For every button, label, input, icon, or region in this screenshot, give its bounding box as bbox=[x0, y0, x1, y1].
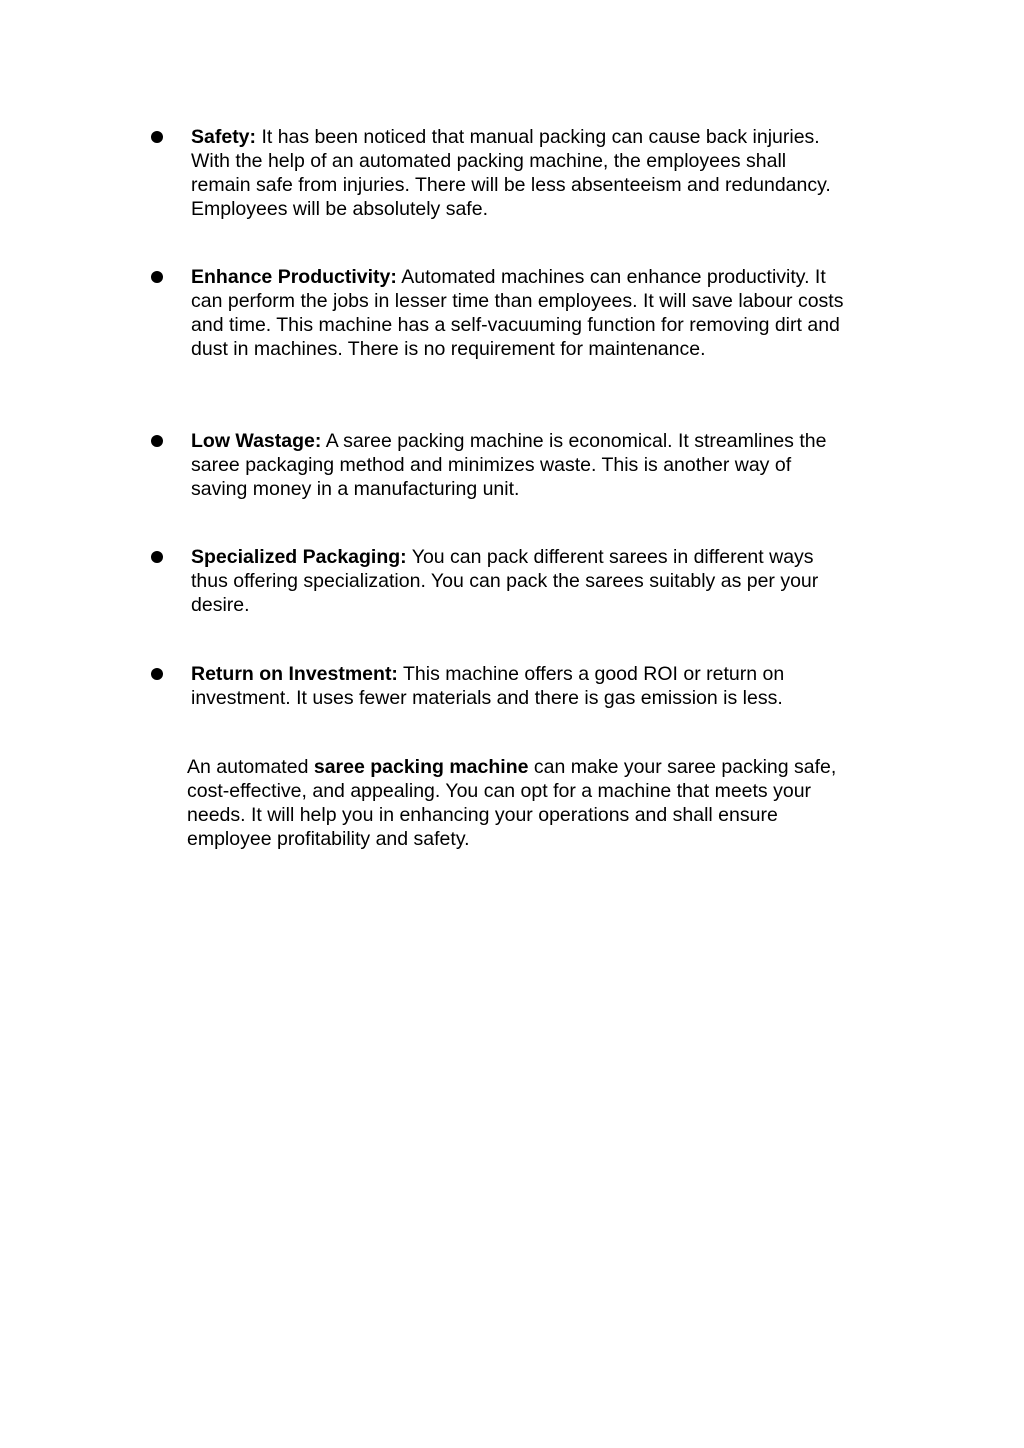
bullet-text bbox=[191, 429, 851, 501]
bullet-title: Specialized Packaging: bbox=[191, 546, 407, 568]
summary-paragraph bbox=[187, 755, 847, 851]
bullet-title: Return on Investment: bbox=[191, 663, 398, 685]
bullet-dot-icon bbox=[151, 131, 163, 143]
bullet-title: Enhance Productivity: bbox=[191, 266, 397, 288]
summary-intro: An automated bbox=[187, 756, 314, 778]
bullet-body: You can pack different sarees in different ways thus offering specialization. You can pack the sarees suitably as per your desire. bbox=[191, 546, 819, 616]
bullet-dot-icon bbox=[151, 668, 163, 680]
bullet-body: Automated machines can enhance productivity. It can perform the jobs in lesser time than employees. It will save labour costs and time. This machine has a self-vacuuming function for removing dirt and dust in machines. There is no requirement for maintenance. bbox=[191, 266, 844, 360]
bullet-dot-icon bbox=[151, 551, 163, 563]
bullet-body: A saree packing machine is economical. It streamlines the saree packaging method and minimizes waste. This is another way of saving money in a manufacturing unit. bbox=[191, 430, 827, 500]
bullet-text bbox=[191, 125, 851, 221]
bullet-text bbox=[191, 662, 851, 710]
bullet-text bbox=[191, 545, 851, 617]
bullet-text bbox=[191, 265, 851, 361]
bullet-title: Low Wastage: bbox=[191, 430, 322, 452]
bullet-dot-icon bbox=[151, 435, 163, 447]
bullet-body: This machine offers a good ROI or return on investment. It uses fewer materials and there is gas emission is less. bbox=[191, 663, 785, 709]
bullet-dot-icon bbox=[151, 271, 163, 283]
summary-rest: can make your saree packing safe, cost-effective, and appealing. You can opt for a machine that meets your needs. It will help you in enhancing your operations and shall ensure employee profitability and safety. bbox=[187, 756, 837, 850]
bullet-body: It has been noticed that manual packing can cause back injuries. With the help of an automated packing machine, the employees shall remain safe from injuries. There will be less absenteeism and redundancy. Employees will be absolutely safe. bbox=[191, 126, 831, 220]
bullet-title: Safety: bbox=[191, 126, 257, 148]
summary-keyword: saree packing machine bbox=[313, 756, 529, 778]
